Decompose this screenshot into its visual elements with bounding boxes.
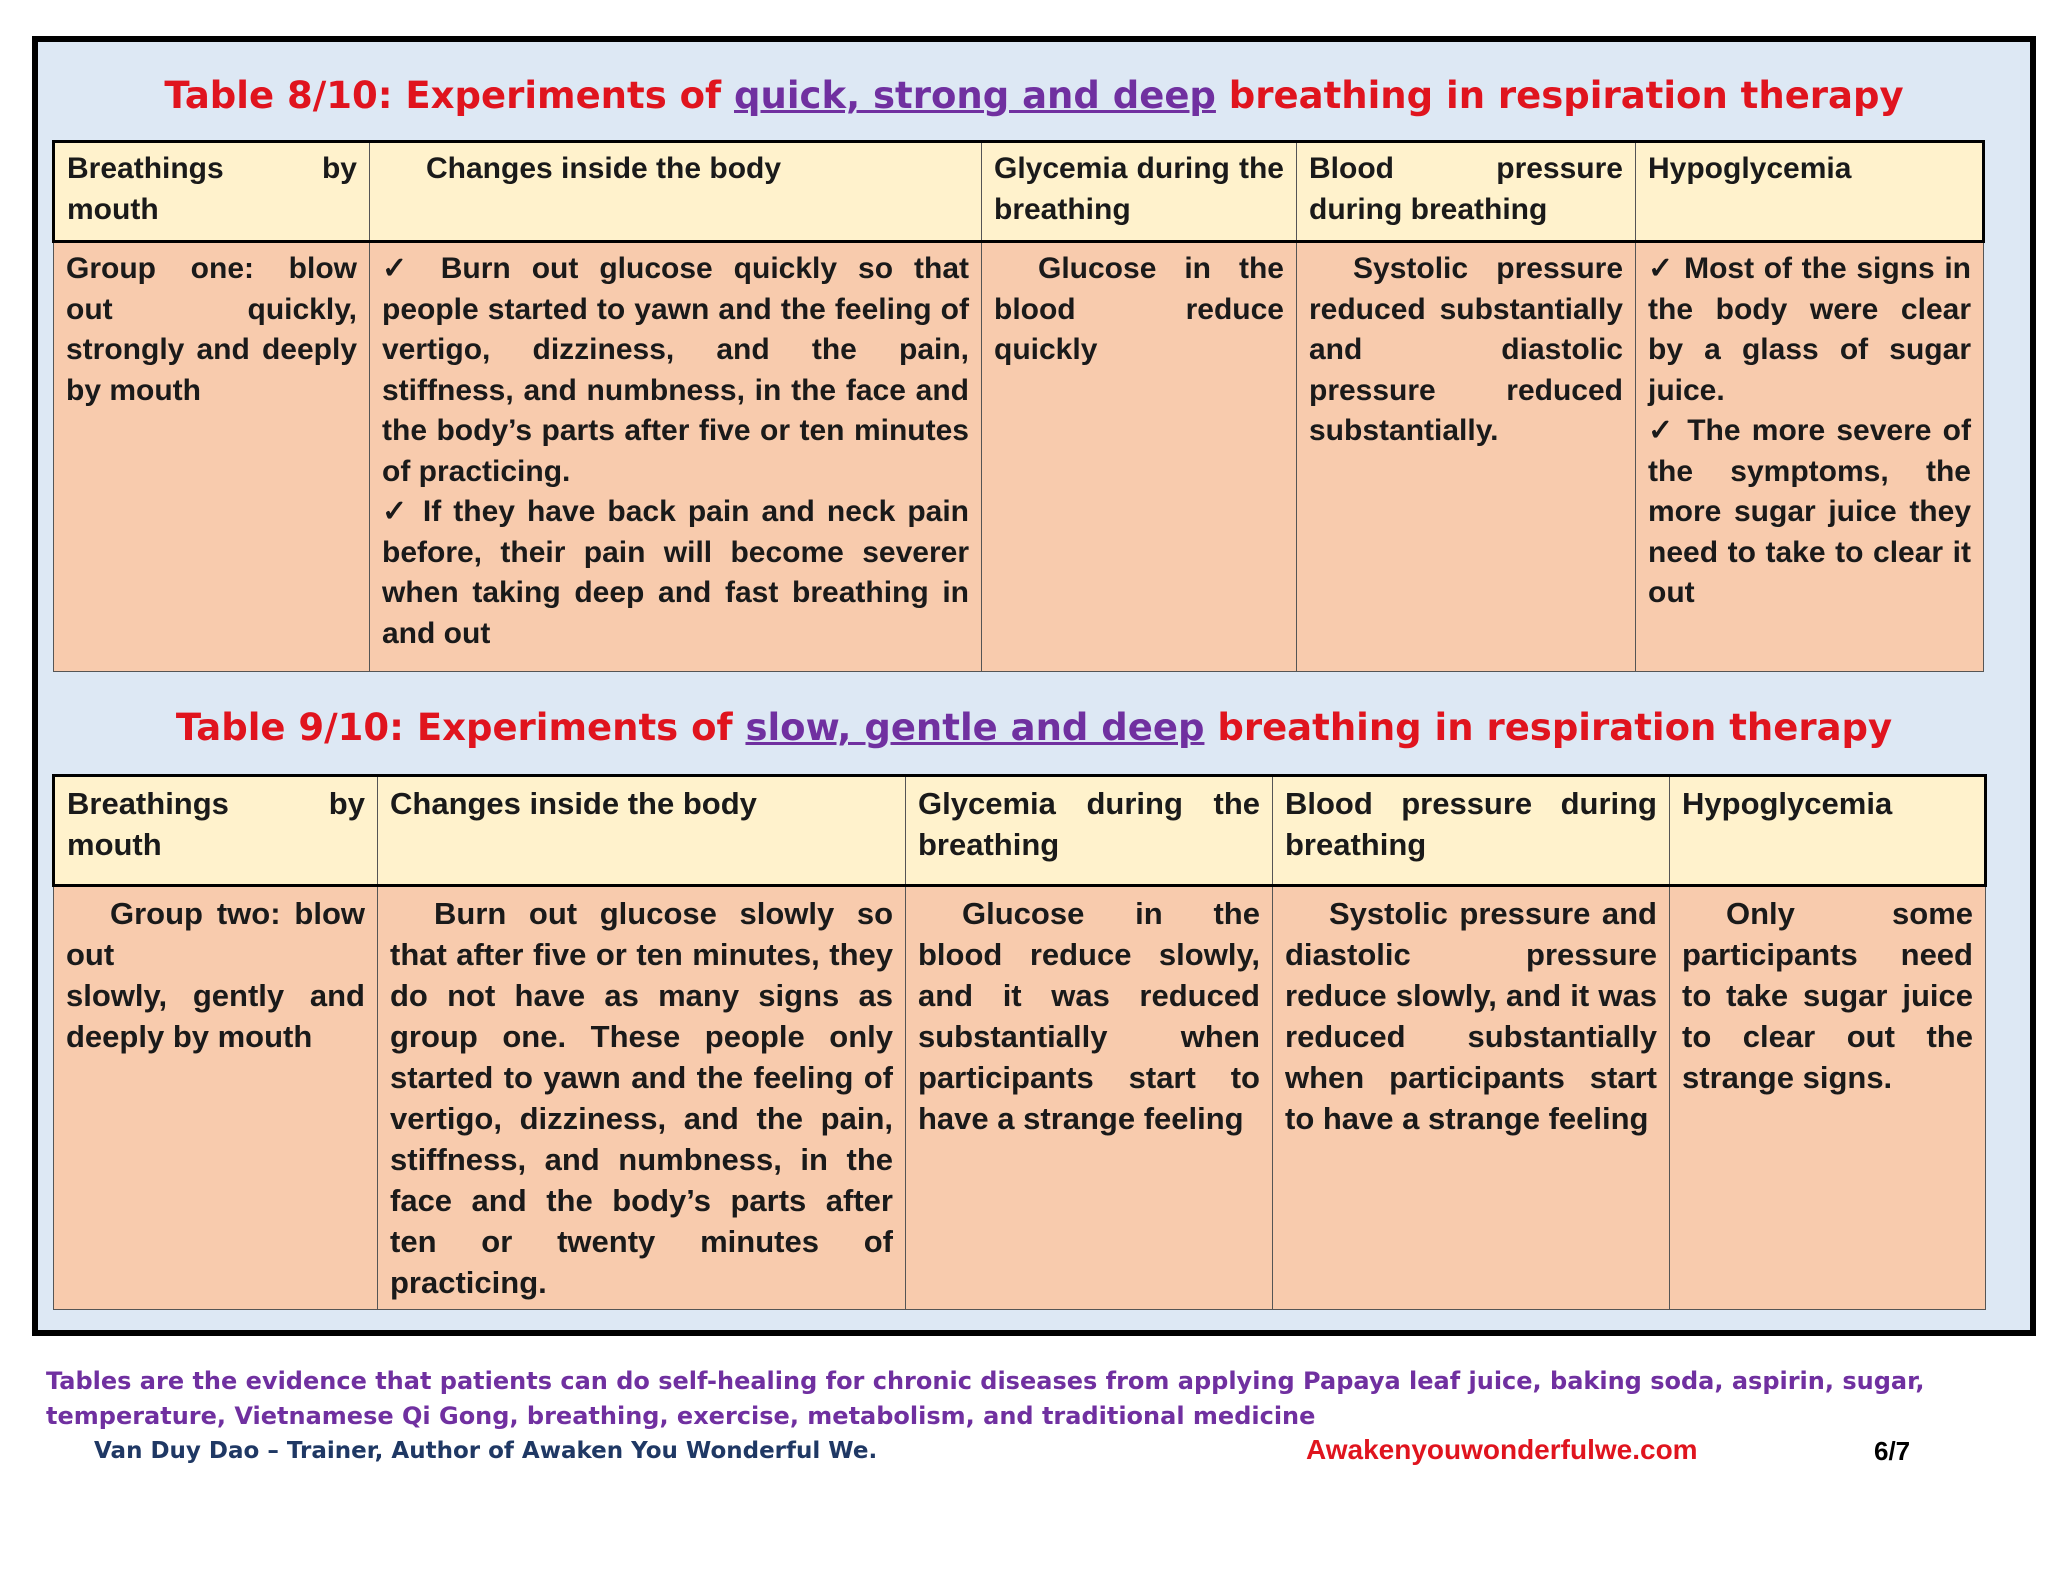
table-1-cell-glycemia: Glucose in the blood reduce quickly [982,242,1297,672]
table-2-row [54,886,1986,1310]
table-2-header-glycemia: Glycemia during the breathing [906,776,1273,886]
table-1-title [38,74,2030,117]
table-1-cell-changes [370,242,982,672]
table-1-title-suffix: breathing in respiration therapy [1215,74,1904,117]
table-2-header-hypoglycemia: Hypoglycemia [1670,776,1986,886]
table-2-title-highlight: slow, gentle and deep [745,706,1205,749]
footer-note: Tables are the evidence that patients can do self-healing for chronic diseases from applying Papaya leaf juice, baking soda, aspirin, sugar, temperature, Vietnamese Qi Gong, breathing, exercise, metabolism, and traditional medicine [46,1367,1925,1430]
table-2-cell-blood-pressure: Systolic pressure and diastolic pressure reduce slowly, and it was reduced substantially when participants start to have a strange feeling [1273,886,1670,1310]
page-number: 6/7 [1874,1436,1911,1466]
table-1-changes-item: ✓ If they have back pain and neck pain before, their pain will become severer when taking deep and fast breathing in and out [382,495,969,650]
table-2 [52,774,1987,1310]
table-1-row [54,242,1984,672]
table-1-header-glycemia: Glycemia during the breathing [982,142,1297,242]
table-2-group-line: Group two: blow out [66,896,365,972]
website-link[interactable]: Awakenyouwonderfulwe.com [1306,1434,1698,1465]
table-2-cell-glycemia: Glucose in the blood reduce slowly, and it was reduced substantially when participants start to have a strange feeling [906,886,1273,1310]
table-1-hypoglycemia-item: ✓ The more severe of the symptoms, the more sugar juice they need to take to clear it out [1648,414,1971,609]
table-2-title-suffix: breathing in respiration therapy [1204,706,1893,749]
table-2-header-row [54,776,1986,886]
table-1-header-blood-pressure: Blood pressure during breathing [1297,142,1636,242]
table-1-header-row [54,142,1984,242]
table-1-title-highlight: quick, strong and deep [734,74,1216,117]
table-1-changes-item: ✓ Burn out glucose quickly so that people started to yawn and the feeling of vertigo, dizziness, and the pain, stiffness, and numbness, in the face and the body’s parts after five or ten minutes of practicing. [382,252,969,488]
table-2-header-blood-pressure: Blood pressure during breathing [1273,776,1670,886]
table-1-header-changes: Changes inside the body [370,142,982,242]
table-1-cell-group: Group one: blow out quickly, strongly and deeply by mouth [54,242,370,672]
table-2-cell-group [54,886,378,1310]
table-1-cell-hypoglycemia [1636,242,1984,672]
author-credit: Van Duy Dao – Trainer, Author of Awaken You Wonderful We. [94,1438,878,1464]
table-2-group-line: slowly, gently and deeply by mouth [66,978,365,1054]
table-1-hypoglycemia-item: ✓ Most of the signs in the body were clear by a glass of sugar juice. [1648,252,1971,407]
table-2-header-changes: Changes inside the body [378,776,906,886]
table-1-header-hypoglycemia: Hypoglycemia [1636,142,1984,242]
slide-frame [32,36,2036,1336]
table-1-header-breathings: Breathings by mouth [54,142,370,242]
table-1-title-prefix: Table 8/10: Experiments of [164,74,735,117]
table-2-cell-changes: Burn out glucose slowly so that after five or ten minutes, they do not have as many signs as group one. These people only started to yawn and the feeling of vertigo, dizziness, and the pain, stiffness, and numbness, in the face and the body’s parts after ten or twenty minutes of practicing. [378,886,906,1310]
table-2-title-prefix: Table 9/10: Experiments of [175,706,746,749]
table-1-cell-blood-pressure: Systolic pressure reduced substantially and diastolic pressure reduced substantially. [1297,242,1636,672]
table-2-cell-hypoglycemia: Only some participants need to take sugar juice to clear out the strange signs. [1670,886,1986,1310]
table-2-header-breathings: Breathings by mouth [54,776,378,886]
table-2-title [38,706,2030,749]
table-1 [52,140,1985,672]
